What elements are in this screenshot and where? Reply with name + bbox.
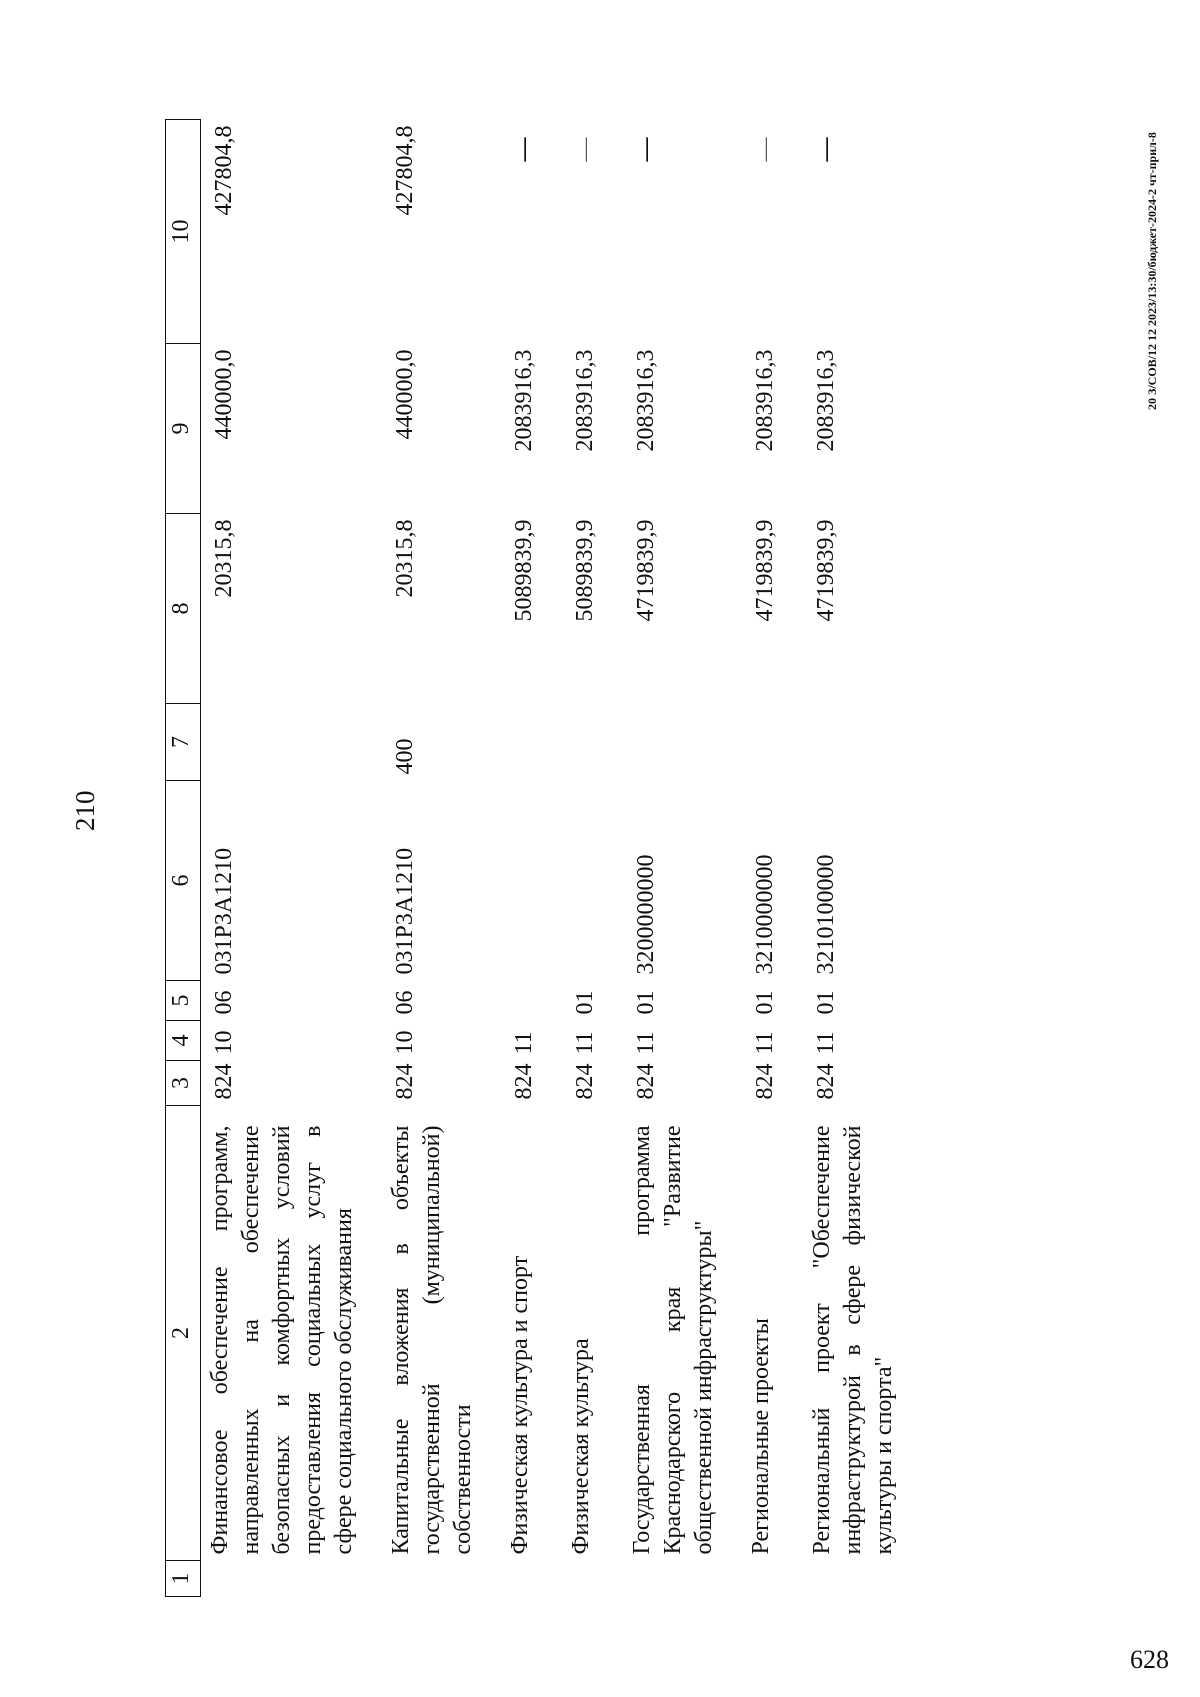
row-description [623,1106,720,1561]
cell-c7 [803,704,900,781]
cell-c10: — [752,137,778,162]
row-description [803,1106,900,1561]
row-spacer [900,120,922,1597]
header-cell: 5 [166,981,201,1021]
cell-c7 [562,704,601,781]
cell-c6 [501,781,540,981]
cell-c5: 01 [572,990,598,1015]
cell-c4: 10 [392,1030,418,1055]
cell-c5: 01 [633,990,659,1015]
cell-c10: — [572,137,598,162]
cell-c7 [623,704,720,781]
row-description-text: Региональные проекты [748,1318,774,1555]
table-row [201,120,361,1597]
cell-c9: 440000,0 [392,349,418,440]
page-number: 210 [70,790,100,831]
header-cell: 7 [166,704,201,781]
cell-c9: 440000,0 [211,349,237,440]
cell-c6: 3210100000 [813,854,839,975]
row-number-cell [382,1561,479,1597]
row-spacer-cell [720,120,742,1597]
cell-c3: 824 [633,1063,659,1100]
cell-c9: 2083916,3 [813,349,839,452]
cell-c5: 06 [392,990,418,1015]
row-number-cell [803,1561,900,1597]
header-cell: 1 [166,1561,201,1597]
row-description-text: Физическая культура и спорт [507,1255,533,1555]
cell-c8: 4719839,9 [752,519,778,622]
cell-c9: 2083916,3 [633,349,659,452]
row-description-text: Физическая культура [568,1338,594,1555]
cell-c5: 06 [211,990,237,1015]
cell-c3: 824 [392,1063,418,1100]
cell-c6: 3200000000 [633,854,659,975]
row-description-text: Финансовое обеспечение программ, направленных на обеспечение безопасных и комфортных условий предоставления социальных услуг в сфере социального обслуживания [207,1125,357,1555]
cell-c10: — [813,137,839,162]
row-spacer-cell [781,120,803,1597]
row-spacer [601,120,623,1597]
cell-c5 [501,981,540,1021]
cell-c8: 20315,8 [211,519,237,598]
row-description [382,1106,479,1561]
cell-c6: 031Р3А1210 [211,847,237,975]
cell-c10: 427804,8 [211,125,237,216]
cell-c7 [201,704,361,781]
cell-c5: 01 [752,990,778,1015]
cell-c4: 11 [633,1031,659,1055]
row-description [501,1106,540,1561]
header-cell: 2 [166,1106,201,1561]
row-description-text: Государственная программа Краснодарского края "Развитие общественной инфраструктуры" [629,1125,717,1555]
header-cell: 9 [166,344,201,514]
table-row [742,120,781,1597]
cell-c3: 824 [572,1063,598,1100]
cell-c4: 11 [813,1031,839,1055]
cell-c3: 824 [511,1063,537,1100]
cell-c8: 20315,8 [392,519,418,598]
cell-c4: 11 [752,1031,778,1055]
row-spacer [720,120,742,1597]
row-spacer-cell [601,120,623,1597]
table-header-row [166,120,201,1597]
cell-c10: — [633,137,659,162]
row-spacer [479,120,501,1597]
cell-c6: 031Р3А1210 [392,847,418,975]
row-spacer-cell [540,120,562,1597]
cell-c4: 11 [572,1031,598,1055]
cell-c7 [742,704,781,781]
budget-table [165,119,922,1597]
header-cell: 3 [166,1061,201,1106]
cell-c7 [501,704,540,781]
row-spacer [360,120,382,1597]
cell-c7: 400 [392,738,418,775]
cell-c8: 4719839,9 [633,519,659,622]
cell-c9: 2083916,3 [752,349,778,452]
row-spacer-cell [900,120,922,1597]
cell-c9: 2083916,3 [511,349,537,452]
table-row [623,120,720,1597]
table-row [562,120,601,1597]
header-cell: 4 [166,1021,201,1061]
row-number-cell [562,1561,601,1597]
row-description [562,1106,601,1561]
cell-c8: 5089839,9 [572,519,598,622]
row-description [742,1106,781,1561]
cell-c4: 10 [211,1030,237,1055]
header-cell: 8 [166,514,201,704]
row-description-text: Капитальные вложения в объекты государственной (муниципальной) собственности [388,1125,476,1555]
table-row [501,120,540,1597]
row-number-cell [742,1561,781,1597]
header-cell: 6 [166,781,201,981]
row-spacer [540,120,562,1597]
row-spacer-cell [479,120,501,1597]
cell-c10: 427804,8 [392,125,418,216]
cell-c3: 824 [211,1063,237,1100]
cell-c10: — [511,137,537,162]
header-cell: 10 [166,120,201,344]
row-spacer-cell [360,120,382,1597]
row-description [201,1106,361,1561]
cell-c3: 824 [813,1063,839,1100]
cell-c3: 824 [752,1063,778,1100]
corner-page-number: 628 [1130,1645,1169,1674]
cell-c4: 11 [511,1031,537,1055]
cell-c5: 01 [813,990,839,1015]
cell-c9: 2083916,3 [572,349,598,452]
cell-c6: 3210000000 [752,854,778,975]
row-number-cell [623,1561,720,1597]
row-number-cell [501,1561,540,1597]
cell-c8: 5089839,9 [511,519,537,622]
cell-c6 [562,781,601,981]
table-row [803,120,900,1597]
row-number-cell [201,1561,361,1597]
row-spacer [781,120,803,1597]
table-row [382,120,479,1597]
row-description-text: Региональный проект "Обеспечение инфраструктурой в сфере физической культуры и спорта" [809,1125,897,1555]
cell-c8: 4719839,9 [813,519,839,622]
footer-code: 20 З/СОВ/12 12 2023/13:30/бюджет-2024-2 чт-прил-8 [1145,132,1159,410]
